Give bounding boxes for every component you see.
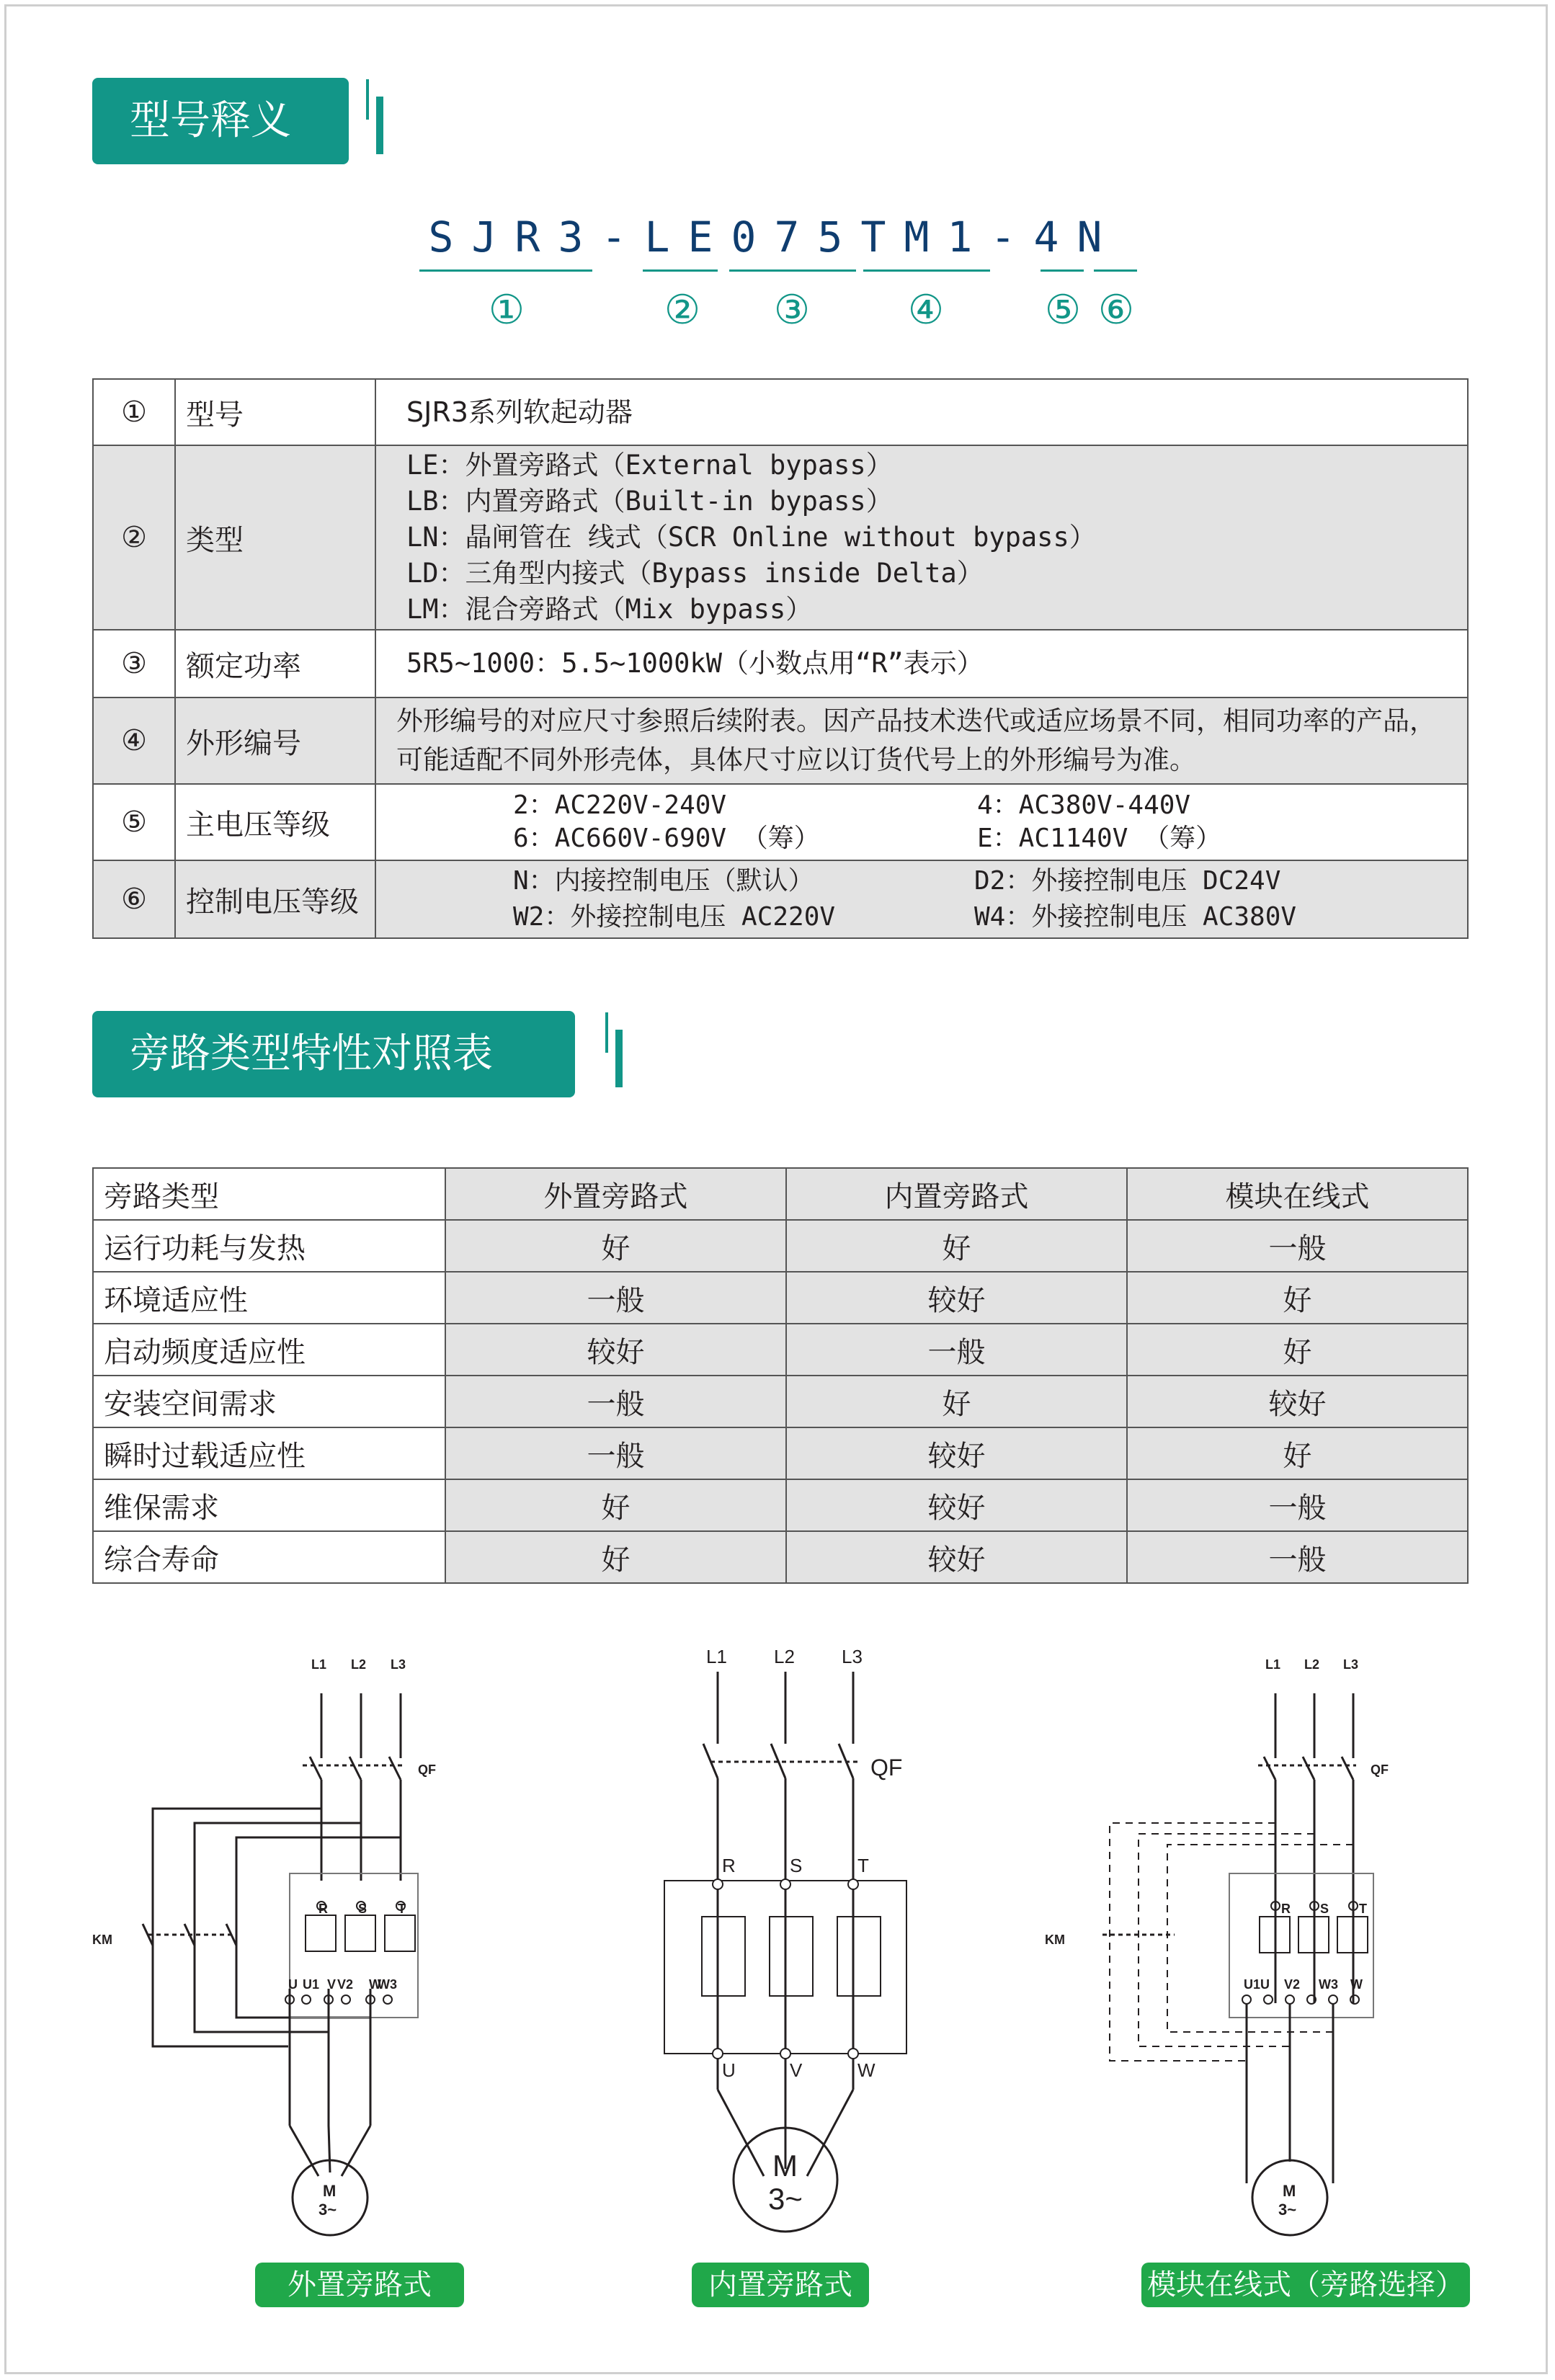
- table-row: [93, 860, 1468, 938]
- table-row: [93, 697, 1468, 784]
- svg-text:QF: QF: [418, 1762, 436, 1777]
- diagram-label-external: 外置旁路式: [255, 2263, 464, 2307]
- table-cell: 一般: [445, 1427, 786, 1479]
- svg-text:V: V: [790, 2059, 803, 2081]
- code-char: 0: [731, 213, 757, 262]
- code-char: 5: [817, 213, 843, 262]
- table-cell: 较好: [786, 1531, 1127, 1583]
- code-underline: [863, 269, 990, 272]
- code-underline: [419, 269, 592, 272]
- table-cell: 好: [445, 1220, 786, 1272]
- table-row: [93, 1531, 1468, 1583]
- svg-text:3~: 3~: [1278, 2201, 1297, 2219]
- table-cell: 好: [1127, 1324, 1468, 1376]
- row-value: SJR3系列软起动器: [375, 379, 1468, 445]
- svg-text:L2: L2: [1304, 1657, 1320, 1672]
- table-cell: 较好: [786, 1272, 1127, 1324]
- row-number: ⑥: [93, 860, 175, 938]
- row-label: 综合寿命: [93, 1531, 445, 1583]
- svg-text:M: M: [1283, 2182, 1296, 2200]
- external-bypass-diagram: [86, 1643, 461, 2248]
- row-label: 启动频度适应性: [93, 1324, 445, 1376]
- row-label: 瞬时过载适应性: [93, 1427, 445, 1479]
- diagram-label-builtin: 内置旁路式: [692, 2263, 869, 2307]
- svg-text:T: T: [398, 1902, 406, 1916]
- table-cell: 好: [445, 1531, 786, 1583]
- row-value: N：内接控制电压（默认） W2：外接控制电压 AC220V D2：外接控制电压 DC24V W4：外接控制电压 AC380V: [375, 860, 1468, 938]
- code-char: S: [428, 213, 454, 262]
- svg-text:W: W: [857, 2059, 875, 2081]
- table-row: [93, 1324, 1468, 1376]
- builtin-bypass-diagram: [649, 1643, 951, 2255]
- code-char: J: [471, 213, 497, 262]
- svg-text:V: V: [327, 1977, 337, 1992]
- svg-text:S: S: [358, 1902, 367, 1916]
- svg-text:V2: V2: [337, 1977, 354, 1992]
- table-cell: 一般: [1127, 1479, 1468, 1531]
- svg-text:W: W: [369, 1977, 381, 1992]
- svg-text:L1: L1: [311, 1657, 327, 1672]
- row-name: 外形编号: [175, 697, 375, 784]
- code-marker: ①: [488, 287, 525, 334]
- header-cell: 内置旁路式: [786, 1168, 1127, 1220]
- table-cell: 好: [786, 1220, 1127, 1272]
- svg-text:U: U: [722, 2059, 736, 2081]
- table-cell: 一般: [1127, 1220, 1468, 1272]
- diagram-label-online: 模块在线式（旁路选择）: [1141, 2263, 1470, 2307]
- svg-text:W3: W3: [1319, 1977, 1338, 1992]
- table-cell: 好: [786, 1376, 1127, 1427]
- svg-text:U: U: [288, 1977, 298, 1992]
- code-char: 3: [558, 213, 584, 262]
- header-cell: 模块在线式: [1127, 1168, 1468, 1220]
- svg-text:L2: L2: [351, 1657, 367, 1672]
- svg-text:M: M: [323, 2182, 337, 2200]
- svg-text:L3: L3: [391, 1657, 406, 1672]
- table-header-row: [93, 1168, 1468, 1220]
- table-cell: 一般: [445, 1272, 786, 1324]
- row-number: ④: [93, 697, 175, 784]
- row-number: ①: [93, 379, 175, 445]
- svg-text:R: R: [722, 1855, 736, 1876]
- svg-text:T: T: [1359, 1902, 1367, 1916]
- section-title-model: 型号释义: [92, 78, 349, 164]
- code-underline: [729, 269, 856, 272]
- code-marker: ⑤: [1044, 287, 1082, 334]
- row-number: ③: [93, 630, 175, 697]
- code-marker: ②: [664, 287, 701, 334]
- row-value: 2：AC220V-240V 6：AC660V-690V （筹） 4：AC380V-440V E：AC1140V （筹）: [375, 784, 1468, 860]
- svg-text:R: R: [1281, 1902, 1291, 1916]
- code-char: 4: [1033, 213, 1059, 262]
- svg-text:KM: KM: [92, 1933, 112, 1947]
- code-char: E: [687, 213, 713, 262]
- svg-text:W: W: [1350, 1977, 1363, 1992]
- table-row: [93, 1427, 1468, 1479]
- code-underline: [643, 269, 718, 272]
- svg-text:L2: L2: [774, 1646, 795, 1667]
- code-char: M: [904, 213, 930, 262]
- svg-text:L1: L1: [1265, 1657, 1281, 1672]
- header-cell: 旁路类型: [93, 1168, 445, 1220]
- bypass-comparison-table: [92, 1167, 1469, 1584]
- code-char: R: [514, 213, 540, 262]
- row-name: 控制电压等级: [175, 860, 375, 938]
- table-cell: 好: [1127, 1427, 1468, 1479]
- header-cell: 外置旁路式: [445, 1168, 786, 1220]
- code-char: N: [1077, 213, 1102, 262]
- svg-text:KM: KM: [1045, 1933, 1065, 1947]
- row-name: 额定功率: [175, 630, 375, 697]
- table-cell: 较好: [786, 1479, 1127, 1531]
- table-row: [93, 1479, 1468, 1531]
- svg-text:QF: QF: [1371, 1762, 1389, 1777]
- svg-text:QF: QF: [870, 1755, 903, 1780]
- table-cell: 一般: [1127, 1531, 1468, 1583]
- svg-text:U1: U1: [303, 1977, 320, 1992]
- svg-text:T: T: [857, 1855, 869, 1876]
- model-definition-table: [92, 378, 1469, 939]
- code-char: -: [601, 213, 627, 262]
- svg-text:L3: L3: [842, 1646, 863, 1667]
- row-value: LE：外置旁路式（External bypass） LB：内置旁路式（Built-in bypass） LN：晶闸管在 线式（SCR Online without bypass） LD：三角型内接式（Bypass inside Delta） LM：混合旁路式（Mix bypass）: [375, 445, 1468, 630]
- code-marker: ④: [907, 287, 945, 334]
- code-char: 7: [774, 213, 800, 262]
- table-row: [93, 630, 1468, 697]
- table-cell: 较好: [786, 1427, 1127, 1479]
- row-label: 环境适应性: [93, 1272, 445, 1324]
- svg-text:M: M: [772, 2149, 798, 2183]
- row-name: 型号: [175, 379, 375, 445]
- table-row: [93, 1220, 1468, 1272]
- code-char: 1: [947, 213, 973, 262]
- online-bypass-diagram: [1030, 1643, 1405, 2248]
- table-cell: 一般: [445, 1376, 786, 1427]
- svg-text:3~: 3~: [768, 2182, 803, 2216]
- row-number: ⑤: [93, 784, 175, 860]
- table-row: [93, 1272, 1468, 1324]
- svg-text:L1: L1: [706, 1646, 727, 1667]
- table-row: [93, 1376, 1468, 1427]
- code-char: -: [990, 213, 1016, 262]
- row-label: 维保需求: [93, 1479, 445, 1531]
- code-char: L: [644, 213, 670, 262]
- code-underline: [1041, 269, 1084, 272]
- svg-text:3~: 3~: [318, 2201, 337, 2219]
- code-char: T: [860, 213, 886, 262]
- table-row: [93, 784, 1468, 860]
- table-row: [93, 445, 1468, 630]
- svg-text:S: S: [790, 1855, 803, 1876]
- svg-text:L3: L3: [1343, 1657, 1359, 1672]
- svg-text:R: R: [318, 1902, 328, 1916]
- code-underline: [1094, 269, 1137, 272]
- table-cell: 一般: [786, 1324, 1127, 1376]
- row-value: 5R5~1000：5.5~1000kW（小数点用“R”表示）: [375, 630, 1468, 697]
- svg-text:U1U: U1U: [1244, 1977, 1270, 1992]
- row-name: 类型: [175, 445, 375, 630]
- code-marker: ③: [773, 287, 811, 334]
- row-name: 主电压等级: [175, 784, 375, 860]
- row-number: ②: [93, 445, 175, 630]
- svg-text:W3: W3: [378, 1977, 397, 1992]
- table-cell: 好: [1127, 1272, 1468, 1324]
- table-row: [93, 379, 1468, 445]
- table-cell: 较好: [1127, 1376, 1468, 1427]
- svg-text:S: S: [1320, 1902, 1329, 1916]
- code-marker: ⑥: [1097, 287, 1135, 334]
- table-cell: 较好: [445, 1324, 786, 1376]
- row-label: 运行功耗与发热: [93, 1220, 445, 1272]
- table-cell: 好: [445, 1479, 786, 1531]
- row-label: 安装空间需求: [93, 1376, 445, 1427]
- svg-text:V2: V2: [1284, 1977, 1301, 1992]
- row-value: 外形编号的对应尺寸参照后续附表。因产品技术迭代或适应场景不同，相同功率的产品， 可能适配不同外形壳体，具体尺寸应以订货代号上的外形编号为准。: [375, 697, 1468, 784]
- section-title-bypass: 旁路类型特性对照表: [92, 1011, 575, 1097]
